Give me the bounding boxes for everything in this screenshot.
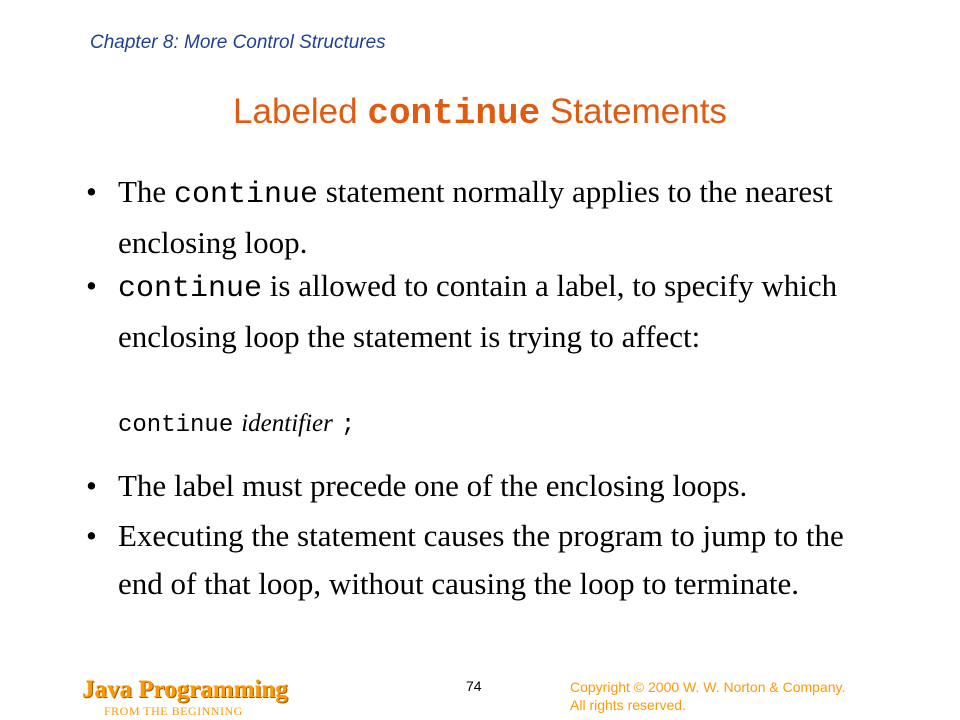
book-title-logo: Java Programming	[82, 676, 288, 703]
bullet-text: Executing the statement causes the program to jump to the end of that loop, without causing the loop to terminate.	[118, 518, 844, 601]
copyright-notice	[570, 678, 950, 714]
syntax-line	[118, 410, 355, 439]
chapter-heading: Chapter 8: More Control Structures	[90, 32, 386, 53]
bullet-item	[86, 462, 906, 510]
page-number: 74	[466, 678, 482, 694]
bullet-item	[86, 262, 846, 361]
bullet-suffix: statement normally applies to the nearest enclosing loop.	[118, 174, 833, 260]
bullet-dot: •	[86, 174, 97, 209]
code-keyword: continue	[118, 272, 263, 306]
syntax-identifier: identifier	[241, 410, 333, 437]
bullet-dot: •	[86, 268, 97, 303]
copyright-line: Copyright © 2000 W. W. Norton & Company.	[570, 679, 846, 695]
bullet-dot: •	[86, 468, 97, 503]
bullet-suffix: is allowed to contain a label, to specify which enclosing loop the statement is trying to affect:	[118, 268, 838, 354]
bullet-text: The label must precede one of the enclosing loops.	[118, 468, 748, 503]
bullet-prefix: The	[118, 174, 174, 209]
code-keyword: continue	[173, 178, 318, 212]
title-text-after: Statements	[540, 92, 727, 131]
copyright-line: All rights reserved.	[570, 697, 686, 713]
book-subtitle: FROM THE BEGINNING	[104, 704, 243, 718]
syntax-terminator: ;	[340, 412, 356, 439]
slide-title	[0, 92, 960, 134]
bullet-text	[118, 262, 846, 361]
title-keyword: continue	[367, 93, 541, 134]
bullet-item	[86, 168, 886, 267]
bullet-text	[118, 168, 886, 267]
syntax-keyword: continue	[118, 412, 234, 439]
title-text-before: Labeled	[233, 92, 368, 131]
bullet-item	[86, 512, 846, 608]
bullet-dot: •	[86, 518, 97, 553]
